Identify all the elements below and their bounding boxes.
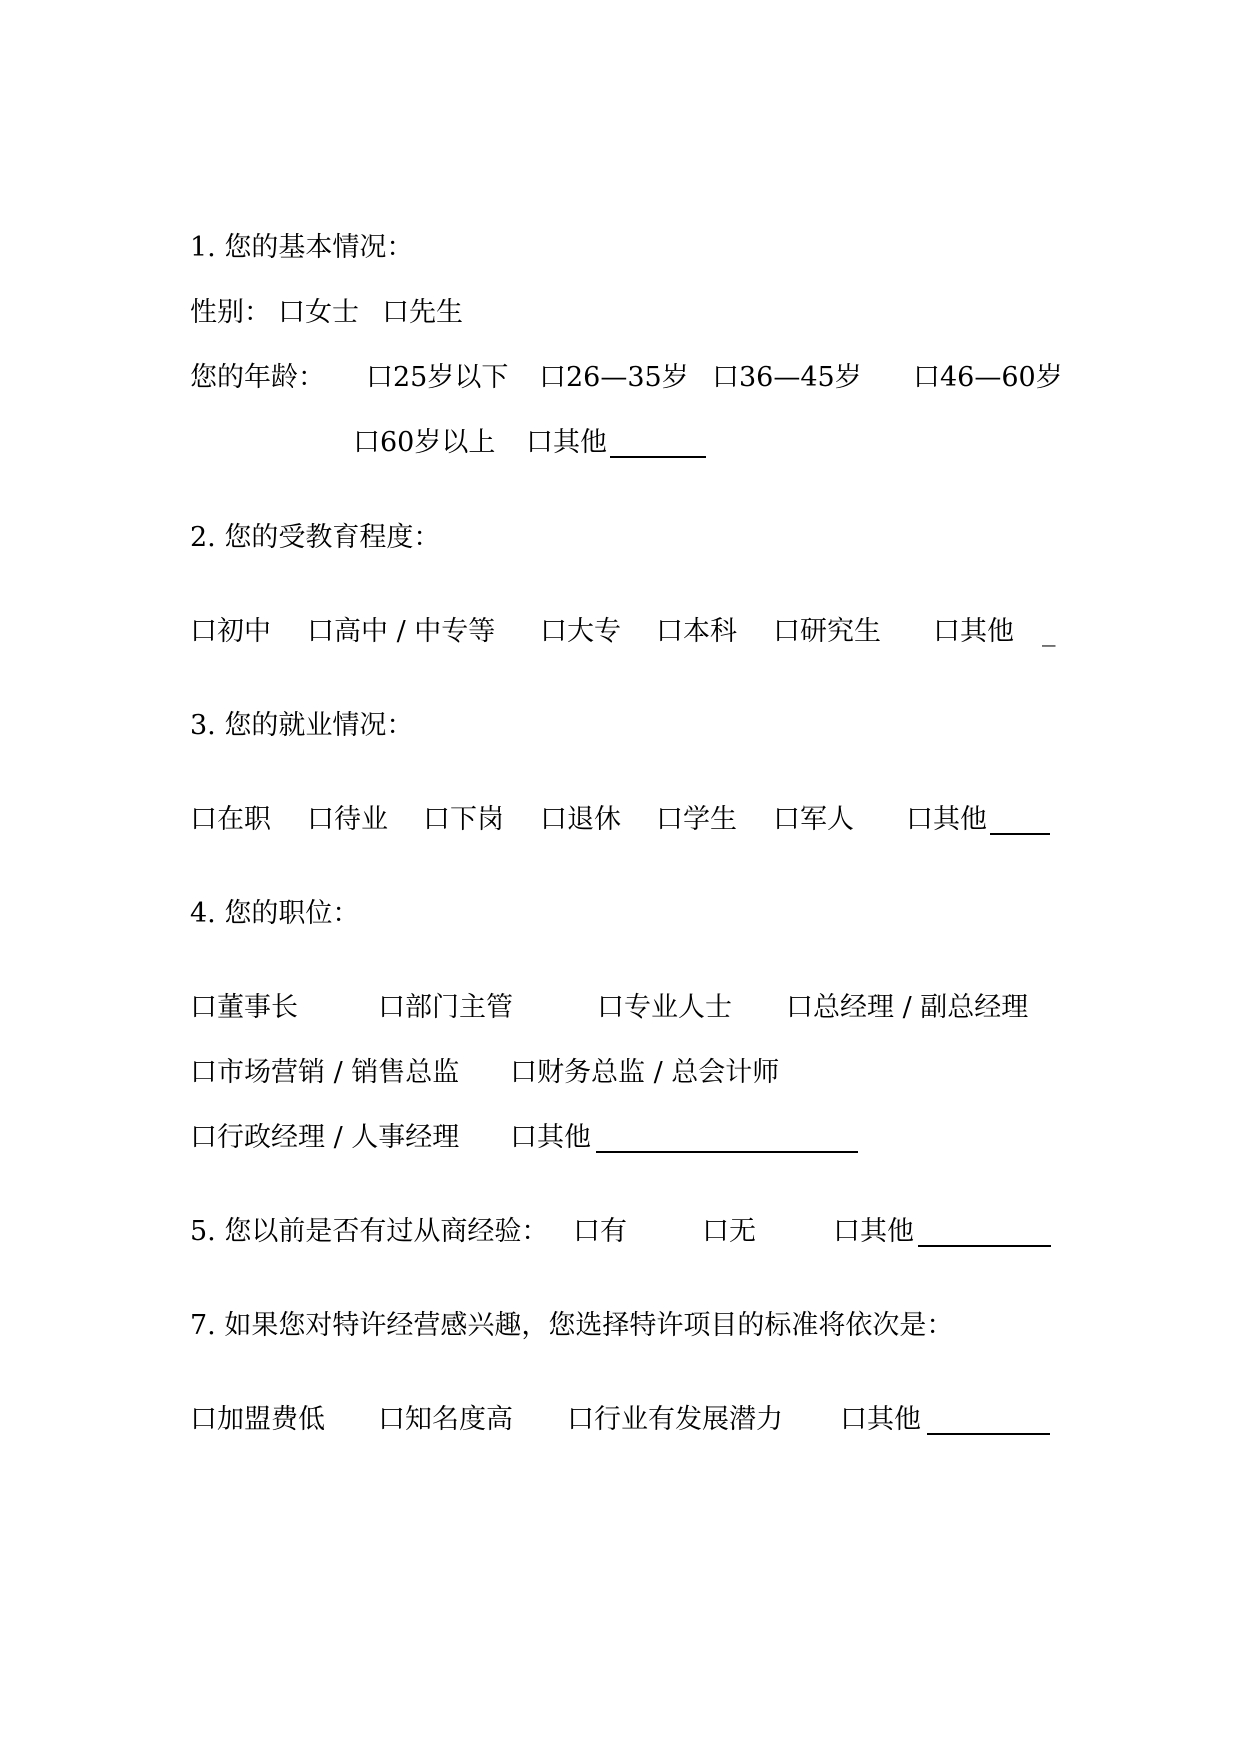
q5-title: 5. 您以前是否有过从商经验： (190, 1216, 549, 1247)
q2-options-row (190, 612, 1060, 652)
position-option-other[interactable]: 口其他 (510, 1122, 591, 1153)
edu-option-bachelor[interactable]: 口本科 (656, 616, 737, 647)
q1-title: 1. 您的基本情况： (190, 232, 414, 263)
q4-options-row-1 (190, 988, 1060, 1028)
q4-options-row-3 (190, 1118, 1060, 1158)
criteria-option-other[interactable]: 口其他 (840, 1404, 921, 1435)
age-option-under-25[interactable]: 口25岁以下 (366, 362, 509, 393)
age-option-other[interactable]: 口其他 (526, 427, 607, 458)
q1-row (190, 228, 1060, 268)
job-option-employed[interactable]: 口在职 (190, 804, 271, 835)
job-option-military[interactable]: 口军人 (773, 804, 854, 835)
edu-option-graduate[interactable]: 口研究生 (773, 616, 881, 647)
job-option-student[interactable]: 口学生 (656, 804, 737, 835)
criteria-other-blank[interactable] (927, 1433, 1050, 1435)
q1-gender-row (190, 293, 1060, 333)
position-option-chairman[interactable]: 口董事长 (190, 992, 298, 1023)
age-label: 您的年龄： (190, 362, 325, 393)
experience-option-no[interactable]: 口无 (702, 1216, 756, 1247)
gender-label: 性别： (190, 297, 271, 328)
q5-row (190, 1212, 1060, 1252)
q7-title: 7. 如果您对特许经营感兴趣，您选择特许项目的标准将依次是： (190, 1310, 954, 1341)
age-option-over-60[interactable]: 口60岁以上 (353, 427, 496, 458)
gender-option-male[interactable]: 口先生 (382, 297, 463, 328)
criteria-option-well-known[interactable]: 口知名度高 (378, 1404, 513, 1435)
q1-age-row-2 (190, 423, 1060, 463)
q1-age-row (190, 358, 1063, 398)
q3-options-row (190, 800, 1060, 840)
position-option-dept-head[interactable]: 口部门主管 (378, 992, 513, 1023)
job-other-blank[interactable] (990, 833, 1050, 835)
gender-option-female[interactable]: 口女士 (278, 297, 359, 328)
age-option-26-35[interactable]: 口26—35岁 (539, 362, 689, 393)
q7-row (190, 1306, 1060, 1346)
edu-option-college[interactable]: 口大专 (540, 616, 621, 647)
edu-option-other[interactable]: 口其他 (933, 616, 1014, 647)
edu-option-junior-high[interactable]: 口初中 (190, 616, 271, 647)
job-option-awaiting[interactable]: 口待业 (307, 804, 388, 835)
experience-option-other[interactable]: 口其他 (833, 1216, 914, 1247)
edu-other-tail: _ (1042, 616, 1056, 647)
q4-title: 4. 您的职位： (190, 898, 360, 929)
age-other-blank[interactable] (610, 456, 706, 458)
age-option-46-60[interactable]: 口46—60岁 (913, 362, 1063, 393)
job-option-other[interactable]: 口其他 (906, 804, 987, 835)
q3-title: 3. 您的就业情况： (190, 710, 414, 741)
edu-option-high-school[interactable]: 口高中 / 中专等 (307, 616, 496, 647)
position-option-admin-hr-manager[interactable]: 口行政经理 / 人事经理 (190, 1122, 460, 1153)
position-option-marketing-director[interactable]: 口市场营销 / 销售总监 (190, 1057, 460, 1088)
q2-title: 2. 您的受教育程度： (190, 522, 441, 553)
job-option-laid-off[interactable]: 口下岗 (423, 804, 504, 835)
age-option-36-45[interactable]: 口36—45岁 (712, 362, 862, 393)
q7-options-row (190, 1400, 1060, 1440)
experience-other-blank[interactable] (918, 1245, 1051, 1247)
criteria-option-industry-potential[interactable]: 口行业有发展潜力 (567, 1404, 783, 1435)
q4-options-row-2 (190, 1053, 1060, 1093)
position-option-finance-director[interactable]: 口财务总监 / 总会计师 (510, 1057, 780, 1088)
position-other-blank[interactable] (596, 1151, 858, 1153)
position-option-professional[interactable]: 口专业人士 (597, 992, 732, 1023)
criteria-option-low-fee[interactable]: 口加盟费低 (190, 1404, 325, 1435)
job-option-retired[interactable]: 口退休 (540, 804, 621, 835)
position-option-general-manager[interactable]: 口总经理 / 副总经理 (786, 992, 1029, 1023)
q4-row (190, 894, 1060, 934)
experience-option-yes[interactable]: 口有 (573, 1216, 627, 1247)
q2-row (190, 518, 1060, 558)
q3-row (190, 706, 1060, 746)
